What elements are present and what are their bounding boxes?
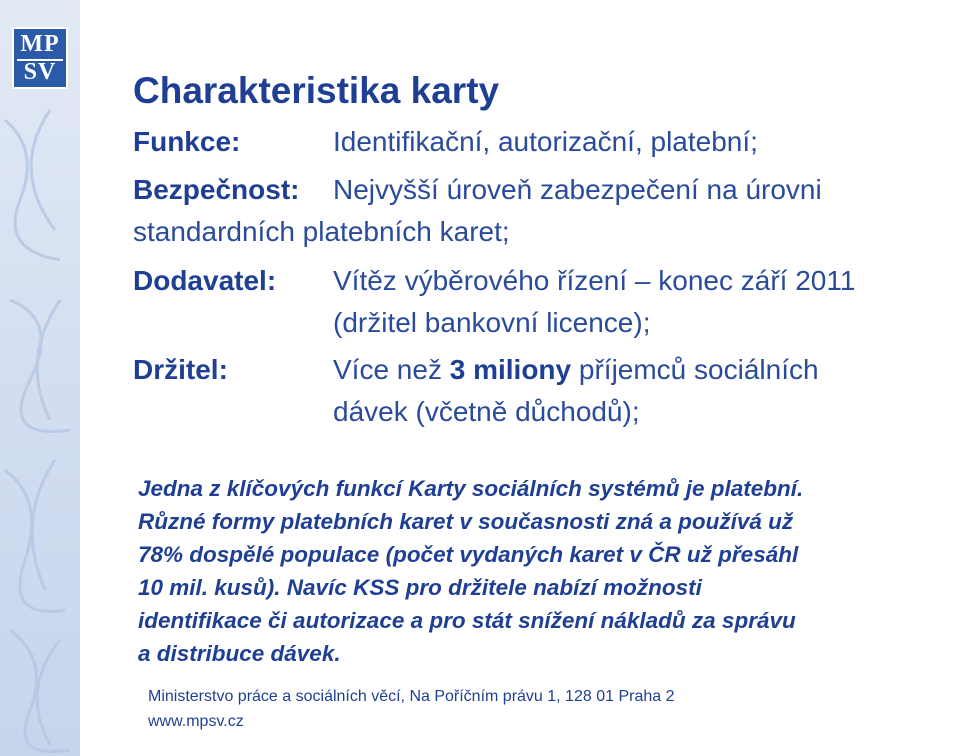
value-drzitel-pre: Více než [333, 354, 450, 385]
paragraph-line-2: Různé formy platebních karet v současnosti zná a používá už [138, 509, 794, 534]
label-drzitel: Držitel: [133, 354, 228, 385]
paragraph-line-6: a distribuce dávek. [138, 641, 341, 666]
paragraph-line-5: identifikace či autorizace a pro stát snížení nákladů za správu [138, 608, 796, 633]
value-dodavatel: Vítěz výběrového řízení – konec září 2011 [333, 265, 856, 296]
value-bezpecnost: Nejvyšší úroveň zabezpečení na úrovni [333, 174, 822, 205]
footer-web-link[interactable]: www.mpsv.cz [148, 713, 244, 730]
sidebar-decoration [0, 0, 80, 756]
value-drzitel-bold: 3 miliony [449, 354, 572, 385]
paragraph-line-3: 78% dospělé populace (počet vydaných karet v ČR už přesáhl [138, 542, 799, 567]
paragraph-line-4: 10 mil. kusů). Navíc KSS pro držitele nabízí možnosti [138, 575, 702, 600]
value-drzitel [333, 354, 819, 386]
footer-address: Ministerstvo práce a sociálních věcí, Na Poříčním právu 1, 128 01 Praha 2 [148, 688, 675, 705]
value-funkce: Identifikační, autorizační, platební; [333, 126, 758, 157]
label-funkce: Funkce: [133, 126, 241, 157]
value-dodavatel-cont: (držitel bankovní licence); [333, 307, 651, 338]
label-dodavatel: Dodavatel: [133, 265, 277, 296]
value-drzitel-post: příjemců sociálních [571, 354, 819, 385]
label-bezpecnost: Bezpečnost: [133, 174, 300, 205]
value-drzitel-cont: dávek (včetně důchodů); [333, 396, 640, 427]
logo-text-bottom: SV [23, 59, 57, 85]
value-bezpecnost-cont: standardních platebních karet; [133, 216, 510, 247]
letter-pattern-decoration [0, 0, 80, 756]
logo-text-top: MP [20, 31, 60, 57]
paragraph-line-1: Jedna z klíčových funkcí Karty sociálních systémů je platební. [138, 476, 804, 501]
mpsv-logo [12, 27, 68, 89]
page-title: Charakteristika karty [133, 70, 500, 111]
